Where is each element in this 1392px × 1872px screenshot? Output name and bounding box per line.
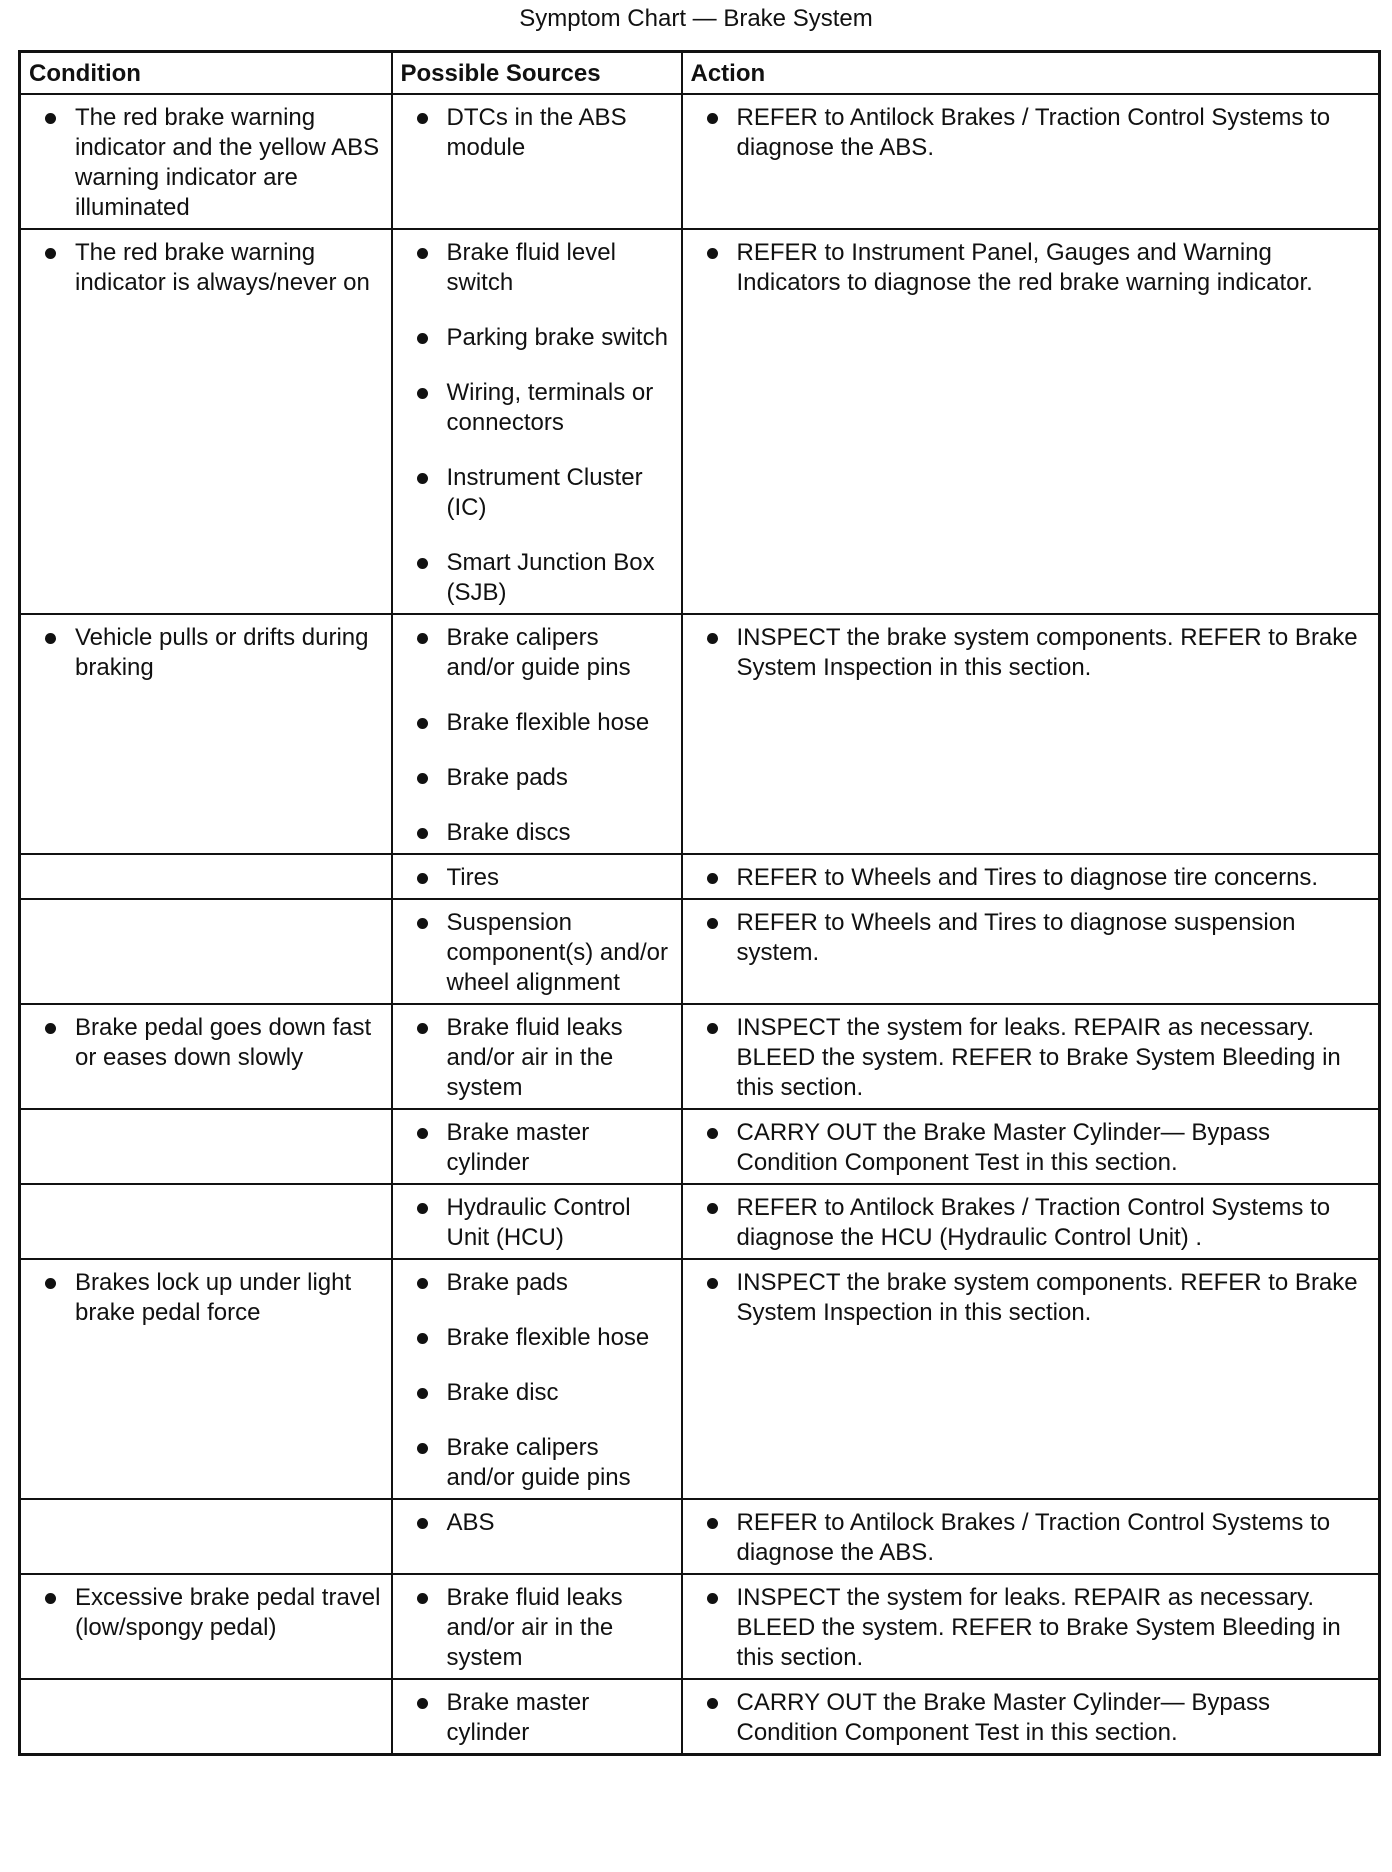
condition-cell-list [29,1268,381,1328]
table-row [20,1184,1380,1259]
source-item [401,1323,671,1353]
table-row [20,899,1380,1004]
source-item-text: Brake fluid leaks and/or air in the system [446,1014,623,1101]
source-item [401,1433,671,1493]
bullet-icon [707,1023,718,1034]
condition-cell [20,614,392,854]
source-item [401,818,671,848]
source-item-text: Brake fluid level switch [446,239,616,296]
condition-item-text: Brake pedal goes down fast or eases down slowly [75,1014,372,1071]
possible-sources-cell [392,1574,682,1679]
bullet-icon [417,1023,428,1034]
action-item [691,1508,1369,1568]
condition-item-text: Excessive brake pedal travel (low/spongy pedal) [75,1584,381,1641]
table-row [20,1259,1380,1499]
possible-sources-cell [392,854,682,899]
source-item [401,238,671,298]
possible-sources-cell [392,1499,682,1574]
condition-cell [20,1679,392,1755]
source-item-text: Brake calipers and/or guide pins [446,624,631,681]
table-row [20,94,1380,229]
action-item-text: REFER to Wheels and Tires to diagnose suspension system. [736,909,1296,966]
possible-sources-cell-list [401,1688,671,1748]
action-cell-list [691,1583,1369,1673]
action-cell-list [691,623,1369,683]
action-item-text: REFER to Antilock Brakes / Traction Control Systems to diagnose the HCU (Hydraulic Control Unit) . [736,1194,1331,1251]
table-row [20,229,1380,614]
bullet-icon [45,633,56,644]
source-item [401,1268,671,1298]
source-item-text: DTCs in the ABS module [446,104,627,161]
source-item [401,623,671,683]
action-cell [682,854,1380,899]
header-action: Action [682,52,1380,95]
action-cell [682,1259,1380,1499]
source-item-text: Smart Junction Box (SJB) [446,549,655,606]
bullet-icon [417,873,428,884]
possible-sources-cell-list [401,103,671,163]
action-item [691,238,1369,298]
action-item-text: REFER to Wheels and Tires to diagnose tire concerns. [736,864,1319,891]
action-item-text: CARRY OUT the Brake Master Cylinder— Bypass Condition Component Test in this section. [736,1689,1271,1746]
source-item-text: Brake pads [446,764,568,791]
source-item-text: Wiring, terminals or connectors [446,379,654,436]
bullet-icon [417,1278,428,1289]
condition-cell-list [29,1583,381,1643]
action-cell-list [691,238,1369,298]
symptom-chart-table [18,50,1381,1756]
action-cell-list [691,1193,1369,1253]
possible-sources-cell [392,1259,682,1499]
page-title: Symptom Chart — Brake System [519,5,873,32]
table-body [20,94,1380,1755]
table-row [20,854,1380,899]
header-row [20,52,1380,95]
source-item [401,463,671,523]
bullet-icon [707,1593,718,1604]
condition-item-text: The red brake warning indicator and the yellow ABS warning indicator are illuminated [75,104,380,221]
bullet-icon [707,918,718,929]
condition-cell [20,1004,392,1109]
bullet-icon [417,1203,428,1214]
action-item [691,1268,1369,1328]
possible-sources-cell-list [401,623,671,848]
table-row [20,1499,1380,1574]
action-item [691,1583,1369,1673]
action-item-text: REFER to Instrument Panel, Gauges and Warning Indicators to diagnose the red brake warning indicator. [736,239,1313,296]
action-cell [682,1004,1380,1109]
action-item [691,1688,1369,1748]
action-cell [682,229,1380,614]
bullet-icon [707,873,718,884]
bullet-icon [45,1278,56,1289]
action-cell-list [691,863,1369,893]
possible-sources-cell [392,1184,682,1259]
bullet-icon [417,828,428,839]
source-item [401,323,671,353]
possible-sources-cell-list [401,908,671,998]
condition-cell-list [29,1013,381,1073]
condition-item [29,623,381,683]
table-row [20,1679,1380,1755]
source-item-text: Tires [446,864,499,891]
source-item-text: Brake flexible hose [446,1324,650,1351]
condition-cell [20,94,392,229]
condition-item [29,1268,381,1328]
source-item-text: Brake discs [446,819,571,846]
action-cell [682,1679,1380,1755]
source-item [401,863,671,893]
action-item [691,908,1369,968]
possible-sources-cell [392,1004,682,1109]
condition-cell [20,1184,392,1259]
action-item [691,103,1369,163]
action-cell [682,1574,1380,1679]
source-item [401,103,671,163]
action-cell [682,94,1380,229]
possible-sources-cell-list [401,1268,671,1493]
source-item [401,1193,671,1253]
bullet-icon [417,333,428,344]
possible-sources-cell-list [401,1118,671,1178]
bullet-icon [45,248,56,259]
source-item-text: Hydraulic Control Unit (HCU) [446,1194,631,1251]
action-cell [682,1109,1380,1184]
action-cell-list [691,1268,1369,1328]
bullet-icon [417,1333,428,1344]
bullet-icon [417,388,428,399]
source-item [401,1688,671,1748]
bullet-icon [45,113,56,124]
condition-cell [20,1499,392,1574]
source-item-text: Brake flexible hose [446,709,650,736]
bullet-icon [417,1388,428,1399]
condition-cell-list [29,103,381,223]
source-item-text: Brake calipers and/or guide pins [446,1434,631,1491]
table-row [20,614,1380,854]
condition-cell [20,1259,392,1499]
table-row [20,1109,1380,1184]
action-cell-list [691,1013,1369,1103]
source-item [401,1378,671,1408]
action-cell [682,1184,1380,1259]
bullet-icon [45,1023,56,1034]
table-row [20,1004,1380,1109]
source-item [401,763,671,793]
action-item [691,623,1369,683]
action-item-text: INSPECT the brake system components. REFER to Brake System Inspection in this section. [736,1269,1358,1326]
possible-sources-cell [392,614,682,854]
action-item-text: REFER to Antilock Brakes / Traction Control Systems to diagnose the ABS. [736,104,1331,161]
bullet-icon [417,113,428,124]
action-item [691,863,1369,893]
bullet-icon [707,633,718,644]
bullet-icon [707,1128,718,1139]
condition-cell [20,229,392,614]
header-condition: Condition [20,52,392,95]
action-cell-list [691,1508,1369,1568]
bullet-icon [417,633,428,644]
action-item [691,1118,1369,1178]
condition-item [29,1583,381,1643]
source-item [401,708,671,738]
source-item-text: Instrument Cluster (IC) [446,464,643,521]
source-item-text: Brake master cylinder [446,1119,590,1176]
source-item [401,1508,671,1538]
action-item [691,1013,1369,1103]
bullet-icon [417,773,428,784]
condition-cell [20,1109,392,1184]
possible-sources-cell-list [401,1508,671,1538]
bullet-icon [707,1518,718,1529]
source-item-text: Brake disc [446,1379,559,1406]
bullet-icon [417,718,428,729]
possible-sources-cell [392,229,682,614]
action-cell [682,1499,1380,1574]
source-item [401,1118,671,1178]
action-cell-list [691,908,1369,968]
possible-sources-cell-list [401,238,671,608]
bullet-icon [417,1698,428,1709]
possible-sources-cell-list [401,1013,671,1103]
action-cell [682,899,1380,1004]
possible-sources-cell [392,94,682,229]
source-item-text: Brake pads [446,1269,568,1296]
action-cell [682,614,1380,854]
source-item [401,378,671,438]
action-cell-list [691,103,1369,163]
bullet-icon [417,248,428,259]
possible-sources-cell [392,1109,682,1184]
condition-cell [20,899,392,1004]
source-item-text: Suspension component(s) and/or wheel alignment [446,909,668,996]
bullet-icon [417,1593,428,1604]
source-item-text: Brake master cylinder [446,1689,590,1746]
bullet-icon [707,1278,718,1289]
condition-item [29,103,381,223]
condition-cell [20,1574,392,1679]
condition-cell-list [29,238,381,298]
bullet-icon [417,473,428,484]
possible-sources-cell [392,1679,682,1755]
action-cell-list [691,1688,1369,1748]
source-item [401,1583,671,1673]
action-item-text: REFER to Antilock Brakes / Traction Control Systems to diagnose the ABS. [736,1509,1331,1566]
action-item-text: INSPECT the system for leaks. REPAIR as necessary. BLEED the system. REFER to Brake System Bleeding in this section. [736,1584,1341,1671]
action-item-text: INSPECT the system for leaks. REPAIR as necessary. BLEED the system. REFER to Brake System Bleeding in this section. [736,1014,1341,1101]
action-item-text: INSPECT the brake system components. REFER to Brake System Inspection in this section. [736,624,1358,681]
possible-sources-cell-list [401,1583,671,1673]
possible-sources-cell-list [401,1193,671,1253]
source-item-text: Parking brake switch [446,324,668,351]
header-possible-sources: Possible Sources [392,52,682,95]
bullet-icon [45,1593,56,1604]
bullet-icon [417,1518,428,1529]
possible-sources-cell [392,899,682,1004]
condition-item [29,1013,381,1073]
source-item [401,1013,671,1103]
source-item-text: ABS [446,1509,495,1536]
condition-cell-list [29,623,381,683]
action-item-text: CARRY OUT the Brake Master Cylinder— Bypass Condition Component Test in this section. [736,1119,1271,1176]
action-cell-list [691,1118,1369,1178]
condition-item [29,238,381,298]
bullet-icon [707,113,718,124]
bullet-icon [417,1443,428,1454]
action-item [691,1193,1369,1253]
condition-item-text: Brakes lock up under light brake pedal force [75,1269,352,1326]
bullet-icon [707,1698,718,1709]
condition-cell [20,854,392,899]
bullet-icon [707,248,718,259]
table-row [20,1574,1380,1679]
bullet-icon [707,1203,718,1214]
bullet-icon [417,918,428,929]
source-item-text: Brake fluid leaks and/or air in the system [446,1584,623,1671]
source-item [401,548,671,608]
condition-item-text: Vehicle pulls or drifts during braking [75,624,369,681]
source-item [401,908,671,998]
possible-sources-cell-list [401,863,671,893]
condition-item-text: The red brake warning indicator is always/never on [75,239,370,296]
bullet-icon [417,1128,428,1139]
bullet-icon [417,558,428,569]
